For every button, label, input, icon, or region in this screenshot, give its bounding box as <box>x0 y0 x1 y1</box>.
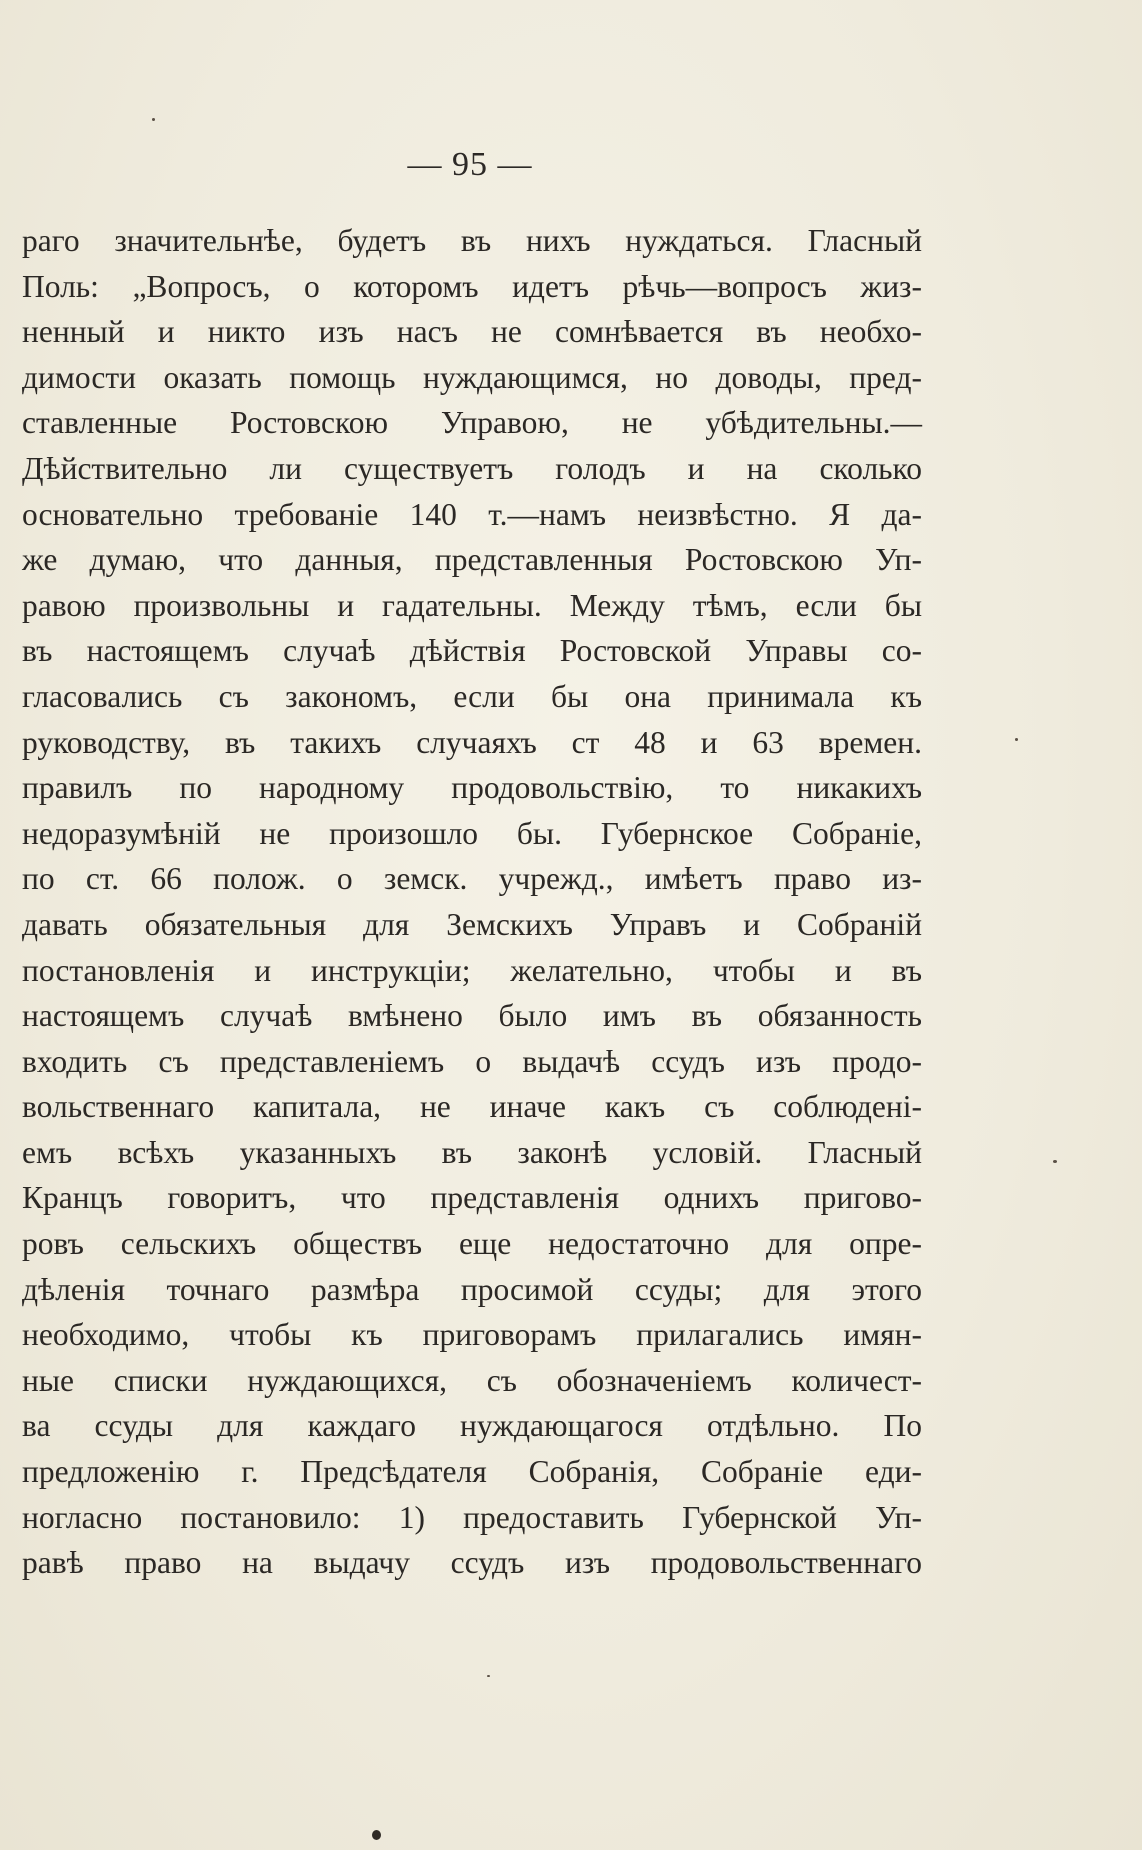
text-line: необходимо, чтобы къ приговорамъ прилагались имян- <box>22 1317 922 1353</box>
text-line: недоразумѣній не произошло бы. Губернское Собраніе, <box>22 815 922 851</box>
text-line: Кранцъ говоритъ, что представленія однихъ пригово- <box>22 1180 922 1216</box>
paper-speck <box>1053 1160 1057 1163</box>
text-line: постановленія и инструкціи; желательно, чтобы и въ <box>22 952 922 988</box>
text-line: ные списки нуждающихся, съ обозначеніемъ количест- <box>22 1362 922 1398</box>
text-line: димости оказать помощь нуждающимся, но доводы, пред- <box>22 359 922 395</box>
text-line: же думаю, что данныя, представленныя Ростовскою Уп- <box>22 542 922 578</box>
text-line: ненный и никто изъ насъ не сомнѣвается въ необхо- <box>22 314 922 350</box>
text-line: гласовались съ закономъ, если бы она принимала къ <box>22 678 922 714</box>
text-line: дѣленія точнаго размѣра просимой ссуды; для этого <box>22 1271 922 1307</box>
text-line: ва ссуды для каждаго нуждающагося отдѣльно. По <box>22 1408 922 1444</box>
text-line: ногласно постановило: 1) предоставить Губернской Уп- <box>22 1499 922 1535</box>
paper-speck <box>372 1830 381 1840</box>
text-line: раго значительнѣе, будетъ въ нихъ нуждаться. Гласный <box>22 223 922 258</box>
text-line: Поль: „Вопросъ, о которомъ идетъ рѣчь—вопросъ жиз- <box>22 268 922 304</box>
text-line: въ настоящемъ случаѣ дѣйствія Ростовской Управы со- <box>22 633 922 669</box>
text-line: вольственнаго капитала, не иначе какъ съ соблюдені- <box>22 1089 922 1125</box>
text-line: входить съ представленіемъ о выдачѣ ссудъ изъ продо- <box>22 1043 922 1079</box>
text-line: Дѣйствительно ли существуетъ голодъ и на сколько <box>22 450 922 486</box>
text-line: емъ всѣхъ указанныхъ въ законѣ условій. Гласный <box>22 1134 922 1170</box>
paper-speck <box>487 1675 490 1677</box>
text-line: равою произвольны и гадательны. Между тѣмъ, если бы <box>22 587 922 623</box>
body-text <box>22 218 922 1586</box>
text-line: равѣ право на выдачу ссудъ изъ продовольственнаго <box>22 1545 922 1581</box>
text-line: ровъ сельскихъ обществъ еще недостаточно для опре- <box>22 1226 922 1262</box>
page-number: — 95 — <box>407 146 533 183</box>
text-line: предложенію г. Предсѣдателя Собранія, Собраніе еди- <box>22 1454 922 1490</box>
text-line: по ст. 66 полож. о земск. учрежд., имѣетъ право из- <box>22 861 922 897</box>
text-line: настоящемъ случаѣ вмѣнено было имъ въ обязанность <box>22 998 922 1034</box>
text-line: ставленные Ростовскою Управою, не убѣдительны.— <box>22 405 922 441</box>
paper-speck <box>1015 738 1018 741</box>
text-line: основательно требованіе 140 т.—намъ неизвѣстно. Я да- <box>22 496 922 532</box>
paper-speck <box>152 118 155 121</box>
text-line: руководству, въ такихъ случаяхъ ст 48 и 63 времен. <box>22 724 922 760</box>
text-line: давать обязательныя для Земскихъ Управъ и Собраній <box>22 906 922 942</box>
text-line: правилъ по народному продовольствію, то никакихъ <box>22 770 922 806</box>
